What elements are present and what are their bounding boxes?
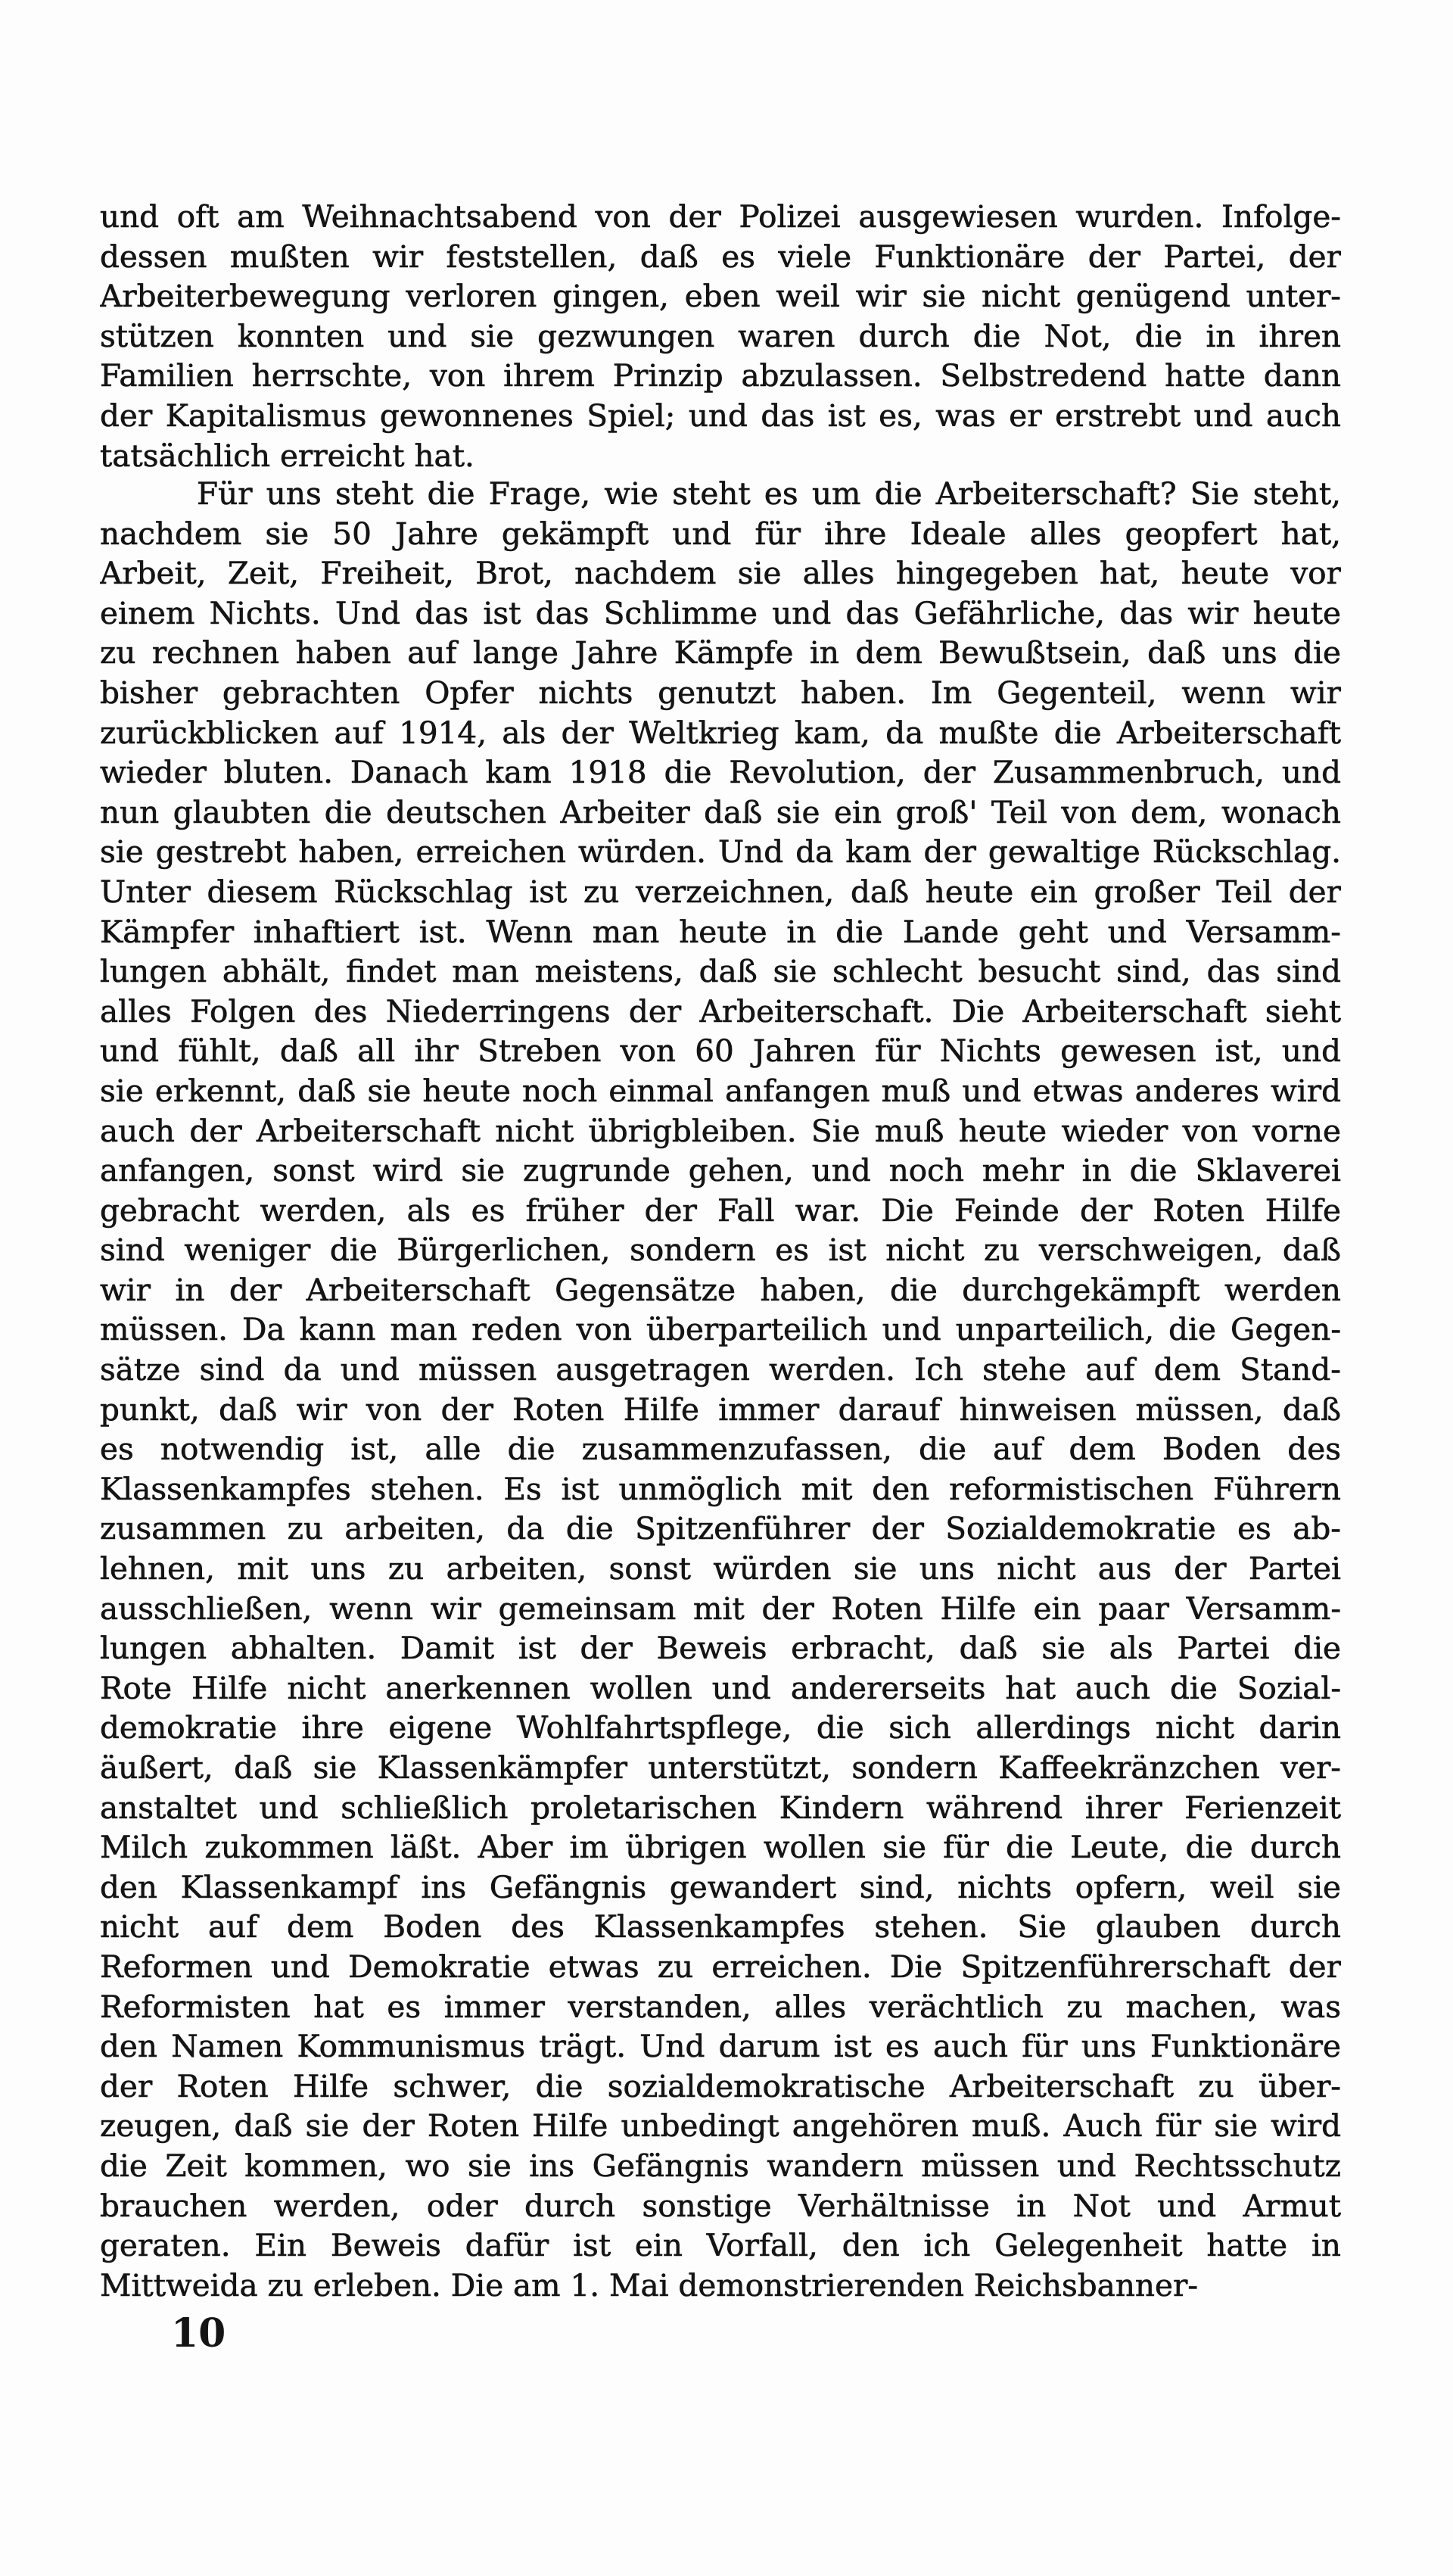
paragraph-2 [100,474,1341,2305]
text-line: Mittweida zu erleben. Die am 1. Mai demonstrierenden Reichsbanner- [100,2266,1198,2303]
text-line: Milch zukommen läßt. Aber im übrigen wollen sie für die Leute, die durch [100,1829,1341,1866]
text-line: lehnen, mit uns zu arbeiten, sonst würden sie uns nicht aus der Partei [100,1550,1341,1587]
text-line: zeugen, daß sie der Roten Hilfe unbedingt angehören muß. Auch für sie wird [100,2107,1341,2145]
text-line: sätze sind da und müssen ausgetragen werden. Ich stehe auf dem Stand- [100,1351,1341,1388]
text-line: anfangen, sonst wird sie zugrunde gehen, und noch mehr in die Sklaverei [100,1152,1341,1189]
text-line: ausschließen, wenn wir gemeinsam mit der Roten Hilfe ein paar Versamm- [100,1590,1341,1627]
text-line: gebracht werden, als es früher der Fall war. Die Feinde der Roten Hilfe [100,1191,1341,1229]
text-line: nun glaubten die deutschen Arbeiter daß sie ein groß' Teil von dem, wonach [100,793,1341,830]
text-line: und oft am Weihnachtsabend von der Polizei ausgewiesen wurden. Infolge- [100,198,1341,235]
text-line: stützen konnten und sie gezwungen waren durch die Not, die in ihren [100,317,1341,354]
text-line: und fühlt, daß all ihr Streben von 60 Jahren für Nichts gewesen ist, und [100,1033,1341,1070]
text-line: Arbeiterbewegung verloren gingen, eben weil wir sie nicht genügend unter- [100,278,1341,315]
text-line: sind weniger die Bürgerlichen, sondern es ist nicht zu verschweigen, daß [100,1232,1341,1269]
text-line: den Namen Kommunismus trägt. Und darum ist es auch für uns Funktionäre [100,2028,1341,2065]
text-line: sie erkennt, daß sie heute noch einmal anfangen muß und etwas anderes wird [100,1072,1341,1109]
text-line: geraten. Ein Beweis dafür ist ein Vorfall, den ich Gelegenheit hatte in [100,2227,1341,2264]
text-line: sie gestrebt haben, erreichen würden. Und da kam der gewaltige Rückschlag. [100,833,1341,871]
text-line: lungen abhält, findet man meistens, daß sie schlecht besucht sind, das sind [100,953,1341,990]
text-line: demokratie ihre eigene Wohlfahrtspflege, die sich allerdings nicht darin [100,1709,1341,1746]
text-line: zusammen zu arbeiten, da die Spitzenführer der Sozialdemokratie es ab- [100,1510,1341,1547]
text-line: anstaltet und schließlich proletarischen Kindern während ihrer Ferienzeit [100,1789,1341,1826]
text-line: auch der Arbeiterschaft nicht übrigbleiben. Sie muß heute wieder von vorne [100,1112,1341,1149]
text-line: brauchen werden, oder durch sonstige Verhältnisse in Not und Armut [100,2187,1341,2224]
text-line: zurückblicken auf 1914, als der Weltkrieg kam, da mußte die Arbeiterschaft [100,714,1341,751]
text-line: Reformisten hat es immer verstanden, alles verächtlich zu machen, was [100,1988,1341,2025]
text-line: der Kapitalismus gewonnenes Spiel; und das ist es, was er erstrebt und auch [100,397,1341,434]
text-line: nicht auf dem Boden des Klassenkampfes stehen. Sie glauben durch [100,1908,1341,1945]
text-line: bisher gebrachten Opfer nichts genutzt haben. Im Gegenteil, wenn wir [100,674,1341,711]
text-line: zu rechnen haben auf lange Jahre Kämpfe in dem Bewußtsein, daß uns die [100,634,1341,671]
text-line: Reformen und Demokratie etwas zu erreichen. Die Spitzenführerschaft der [100,1948,1341,1985]
text-line: die Zeit kommen, wo sie ins Gefängnis wandern müssen und Rechtsschutz [100,2147,1341,2184]
text-line: müssen. Da kann man reden von überparteilich und unparteilich, die Gegen- [100,1311,1341,1348]
page-number: 10 [171,2310,226,2356]
text-line: äußert, daß sie Klassenkämpfer unterstützt, sondern Kaffeekränzchen ver- [100,1749,1341,1786]
text-line: Unter diesem Rückschlag ist zu verzeichnen, daß heute ein großer Teil der [100,873,1341,910]
text-line: nachdem sie 50 Jahre gekämpft und für ihre Ideale alles geopfert hat, [100,515,1341,552]
text-line: der Roten Hilfe schwer, die sozialdemokratische Arbeiterschaft zu über- [100,2067,1341,2104]
text-line: Kämpfer inhaftiert ist. Wenn man heute in die Lande geht und Versamm- [100,913,1341,950]
text-line: Familien herrschte, von ihrem Prinzip abzulassen. Selbstredend hatte dann [100,357,1341,394]
text-line: wir in der Arbeiterschaft Gegensätze haben, die durchgekämpft werden [100,1271,1341,1308]
text-line: Rote Hilfe nicht anerkennen wollen und andererseits hat auch die Sozial- [100,1669,1341,1706]
text-line: alles Folgen des Niederringens der Arbeiterschaft. Die Arbeiterschaft sieht [100,992,1341,1029]
text-line: lungen abhalten. Damit ist der Beweis erbracht, daß sie als Partei die [100,1630,1341,1667]
text-line: wieder bluten. Danach kam 1918 die Revolution, der Zusammenbruch, und [100,754,1341,791]
text-line: punkt, daß wir von der Roten Hilfe immer darauf hinweisen müssen, daß [100,1391,1341,1428]
text-line: Arbeit, Zeit, Freiheit, Brot, nachdem sie alles hingegeben hat, heute vor [100,555,1341,592]
text-line: Klassenkampfes stehen. Es ist unmöglich mit den reformistischen Führern [100,1470,1341,1507]
text-line: tatsächlich erreicht hat. [100,437,474,474]
text-line: Für uns steht die Frage, wie steht es um die Arbeiterschaft? Sie steht, [197,475,1341,512]
text-line: den Klassenkampf ins Gefängnis gewandert sind, nichts opfern, weil sie [100,1868,1341,1905]
text-line: einem Nichts. Und das ist das Schlimme und das Gefährliche, das wir heute [100,594,1341,631]
text-line: dessen mußten wir feststellen, daß es viele Funktionäre der Partei, der [100,238,1341,275]
paragraph-1 [100,197,1341,475]
text-line: es notwendig ist, alle die zusammenzufassen, die auf dem Boden des [100,1431,1341,1468]
